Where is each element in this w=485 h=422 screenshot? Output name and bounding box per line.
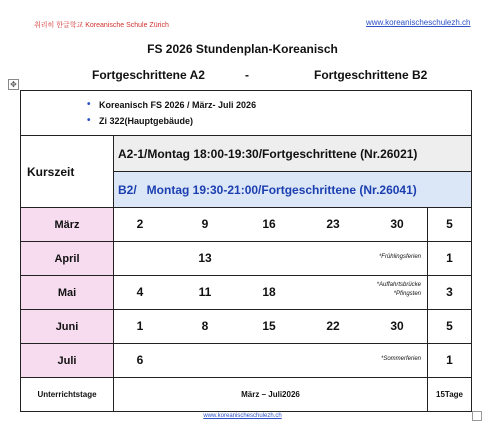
month-april: April <box>21 242 113 275</box>
resize-handle-icon[interactable] <box>472 411 482 421</box>
day-cell: 8 <box>201 319 209 333</box>
day-cell: 2 <box>136 217 144 231</box>
kurszeit-label: Kurszeit <box>27 164 75 179</box>
day-cell: 30 <box>390 319 404 333</box>
unterrichtstage-label: Unterrichtstage <box>37 390 97 399</box>
day-cell: 22 <box>326 319 340 333</box>
holiday-note: *Frühlingsferien <box>378 254 421 260</box>
course-info <box>21 91 471 135</box>
month-juni: Juni <box>21 310 113 343</box>
holiday-note: *Auffahrtsbrücke *Pfingsten <box>376 282 421 297</box>
day-cell: 23 <box>326 217 340 231</box>
month-maerz: März <box>21 208 113 241</box>
month-juli: Juli <box>21 344 113 377</box>
info-text: Koreanisch FS 2026 / März- Juli 2026 <box>99 100 257 110</box>
day-cell: 4 <box>136 285 144 299</box>
course-b2-time: B2/ Montag 19:30-21:00/Fortgeschrittene (Nr.26041) <box>114 172 471 207</box>
month-total: 3 <box>446 285 453 299</box>
subtitle-level-b2: Fortgeschrittene B2 <box>314 68 428 82</box>
day-cell: 18 <box>262 285 276 299</box>
course-a2-time: A2-1/Montag 18:00-19:30/Fortgeschrittene (Nr.26021) <box>114 136 471 171</box>
day-cell: 16 <box>262 217 276 231</box>
month-mai: Mai <box>21 276 113 309</box>
day-cell: 6 <box>136 353 144 367</box>
total-days: 15Tage <box>436 390 463 399</box>
table-move-handle-icon[interactable]: ✥ <box>8 79 19 90</box>
day-cell: 13 <box>198 251 212 265</box>
holiday-note: *Sommerferien <box>380 356 421 362</box>
day-cell: 1 <box>136 319 144 333</box>
subtitle-level-a2: Fortgeschrittene A2 <box>92 68 205 82</box>
footer-website-link[interactable]: www.koreanischeschulezh.ch <box>203 413 282 419</box>
info-bullet-room <box>87 115 194 126</box>
bullet-icon: • <box>87 115 91 126</box>
info-bullet-semester <box>87 99 257 110</box>
school-name: 취리히 한글학교 Koreanische Schule Zürich <box>34 22 169 29</box>
subtitle-separator: - <box>245 68 249 82</box>
school-website-link[interactable]: www.koreanischeschulezh.ch <box>366 18 471 27</box>
term-range: März – Juli2026 <box>241 390 300 399</box>
day-cell: 9 <box>201 217 209 231</box>
info-text: Zi 322(Hauptgebäude) <box>99 116 194 126</box>
day-cell: 11 <box>198 285 212 299</box>
month-total: 5 <box>446 319 453 333</box>
day-cell: 30 <box>390 217 404 231</box>
schedule-table <box>20 90 472 412</box>
month-total: 5 <box>446 217 453 231</box>
page-title: FS 2026 Stundenplan-Koreanisch <box>147 42 338 56</box>
bullet-icon: • <box>87 99 91 110</box>
month-total: 1 <box>446 353 453 367</box>
day-cell: 15 <box>262 319 276 333</box>
month-total: 1 <box>446 251 453 265</box>
